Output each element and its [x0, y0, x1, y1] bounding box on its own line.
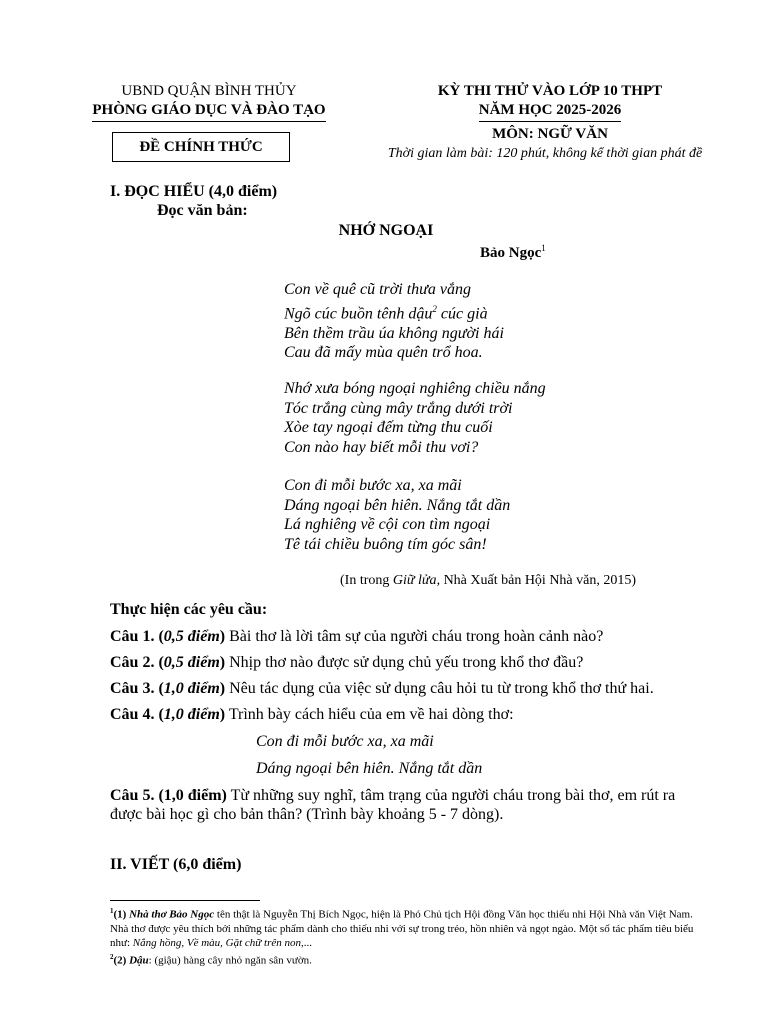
poem-line: Nhớ xưa bóng ngoại nghiêng chiều nắng	[284, 380, 546, 397]
poem-source	[340, 573, 636, 589]
poem-line: Xòe tay ngoại đếm từng thu cuối	[284, 419, 493, 437]
question-1: Câu 1. (0,5 điểm) Bài thơ là lời tâm sự của người cháu trong hoàn cảnh nào?	[110, 628, 604, 645]
exam-title: KỲ THI THỬ VÀO LỚP 10 THPT	[437, 83, 663, 99]
section-writing-title: II. VIẾT (6,0 điểm)	[110, 856, 242, 873]
q2-text: Nhịp thơ nào được sử dụng chủ yếu trong khổ thơ đầu?	[225, 654, 584, 671]
question-3: Câu 3. (1,0 điểm) Nêu tác dụng của việc sử dụng câu hỏi tu từ trong khổ thơ thứ hai.	[110, 680, 654, 697]
read-text-label: Đọc văn bản:	[157, 202, 248, 219]
tasks-block	[110, 600, 706, 824]
poem-line	[284, 300, 504, 324]
q4-label: Câu 4	[110, 706, 151, 723]
source-suffix: , Nhà Xuất bản Hội Nhà văn, 2015)	[436, 573, 637, 588]
poem-line: Bên thềm trầu úa không người hái	[284, 324, 504, 342]
question-4: Câu 4. (1,0 điểm) Trình bày cách hiểu của em về hai dòng thơ:	[110, 706, 514, 723]
section-reading-title: I. ĐỌC HIỂU (4,0 điểm)	[110, 183, 278, 200]
q4-text: Trình bày cách hiểu của em về hai dòng thơ:	[225, 706, 514, 723]
poem-line: Con đi mỗi bước xa, xa mãi	[284, 477, 462, 494]
poem-line: Dáng ngoại bên hiên. Nắng tắt dần	[284, 496, 511, 514]
fn2-term: Dậu	[129, 954, 149, 967]
q1-points: 0,5 điểm	[163, 628, 220, 645]
footnote-1	[110, 904, 706, 950]
dau-footnote-mark: 2	[432, 303, 437, 314]
tasks-intro: Thực hiện các yêu cầu:	[110, 601, 268, 618]
poem-line-part: cúc già	[436, 304, 488, 322]
q2-label: Câu 2	[110, 654, 151, 671]
q3-label: Câu 3	[110, 680, 151, 697]
q3-points: 1,0 điểm	[163, 680, 220, 697]
question-5	[110, 786, 706, 824]
source-prefix: (In trong	[340, 573, 393, 588]
source-book: Giữ lửa	[392, 573, 437, 588]
issuer-district: UBND QUẬN BÌNH THỦY	[121, 83, 297, 99]
poem-title: NHỚ NGOẠI	[338, 222, 434, 239]
official-exam-box	[112, 132, 290, 162]
poem-line: Lá nghiêng về cội con tìm ngoại	[284, 516, 491, 534]
poem-line: Cau đã mấy mùa quên trổ hoa.	[284, 344, 483, 362]
issuer-department: PHÒNG GIÁO DỤC VÀ ĐÀO TẠO	[92, 101, 325, 122]
poem-line-part: Ngõ cúc buồn tênh dậu	[284, 304, 433, 322]
footnote-2	[110, 950, 706, 968]
fn2-num: (2)	[113, 954, 130, 967]
q2-points: 0,5 điểm	[163, 654, 220, 671]
fn1-mark: 1	[110, 907, 114, 915]
fn1-end: ...	[303, 936, 313, 949]
exam-title-block	[400, 82, 700, 122]
fn2-text: : (giậu) hàng cây nhỏ ngăn sân vườn.	[148, 954, 312, 967]
q4-quote-line: Con đi mỗi bước xa, xa mãi	[256, 733, 434, 750]
poem-stanza-3	[284, 476, 510, 554]
issuer-block	[60, 82, 358, 122]
author-footnote-mark: 1	[541, 243, 546, 253]
q3-text: Nêu tác dụng của việc sử dụng câu hỏi tu từ trong khổ thơ thứ hai.	[225, 680, 654, 697]
poem-stanza-1	[284, 280, 504, 363]
poem-line: Con về quê cũ trời thưa vắng	[284, 281, 472, 298]
official-exam-label: ĐỀ CHÍNH THỨC	[139, 139, 263, 155]
poem-line: Con nào hay biết mỗi thu vơi?	[284, 438, 479, 456]
exam-subject: MÔN: NGỮ VĂN	[492, 126, 608, 142]
q5-text: Từ những suy nghĩ, tâm trạng của người cháu trong bài thơ, em rút ra được bài học gì cho bản thân? (Trình bày khoảng 5 - 7 dòng).	[110, 787, 676, 823]
q5-head: Câu 5. (1,0 điểm)	[110, 787, 227, 804]
q4-quote-line: Dáng ngoại bên hiên. Nắng tắt dần	[256, 760, 483, 777]
fn1-num: (1)	[113, 908, 130, 921]
footnotes	[110, 904, 706, 967]
exam-time: Thời gian làm bài: 120 phút, không kể thời gian phát đề	[387, 146, 703, 161]
fn1-text: tên thật là Nguyễn Thị Bích Ngọc, hiện là Phó Chủ tịch Hội đồng Văn học thiếu nhi Hội Nhà văn Việt Nam. Nhà thơ được yêu thích bởi những tác phẩm dành cho thiếu nhi với sự trong trẻo, hồn nhiên và ngọt ngào. Một số tác phẩm tiêu biểu như:	[110, 908, 694, 949]
poem-author	[480, 243, 546, 262]
poem-author-name: Bảo Ngọc	[480, 245, 542, 261]
question-2: Câu 2. (0,5 điểm) Nhịp thơ nào được sử dụng chủ yếu trong khổ thơ đầu?	[110, 654, 584, 671]
fn1-works: Nắng hồng, Về màu, Gặt chữ trên non,	[132, 936, 304, 949]
poem-stanza-2	[284, 379, 546, 457]
q1-text: Bài thơ là lời tâm sự của người cháu trong hoàn cảnh nào?	[225, 628, 604, 645]
q1-label: Câu 1	[110, 628, 151, 645]
fn2-mark: 2	[110, 952, 114, 961]
footnote-divider	[110, 900, 260, 901]
poem-line: Tê tái chiều buông tím góc sân!	[284, 535, 487, 553]
poem-line: Tóc trắng cùng mây trắng dưới trời	[284, 399, 513, 417]
q4-points: 1,0 điểm	[163, 706, 220, 723]
school-year: NĂM HỌC 2025-2026	[479, 101, 622, 122]
fn1-name: Nhà thơ Bảo Ngọc	[129, 908, 215, 921]
